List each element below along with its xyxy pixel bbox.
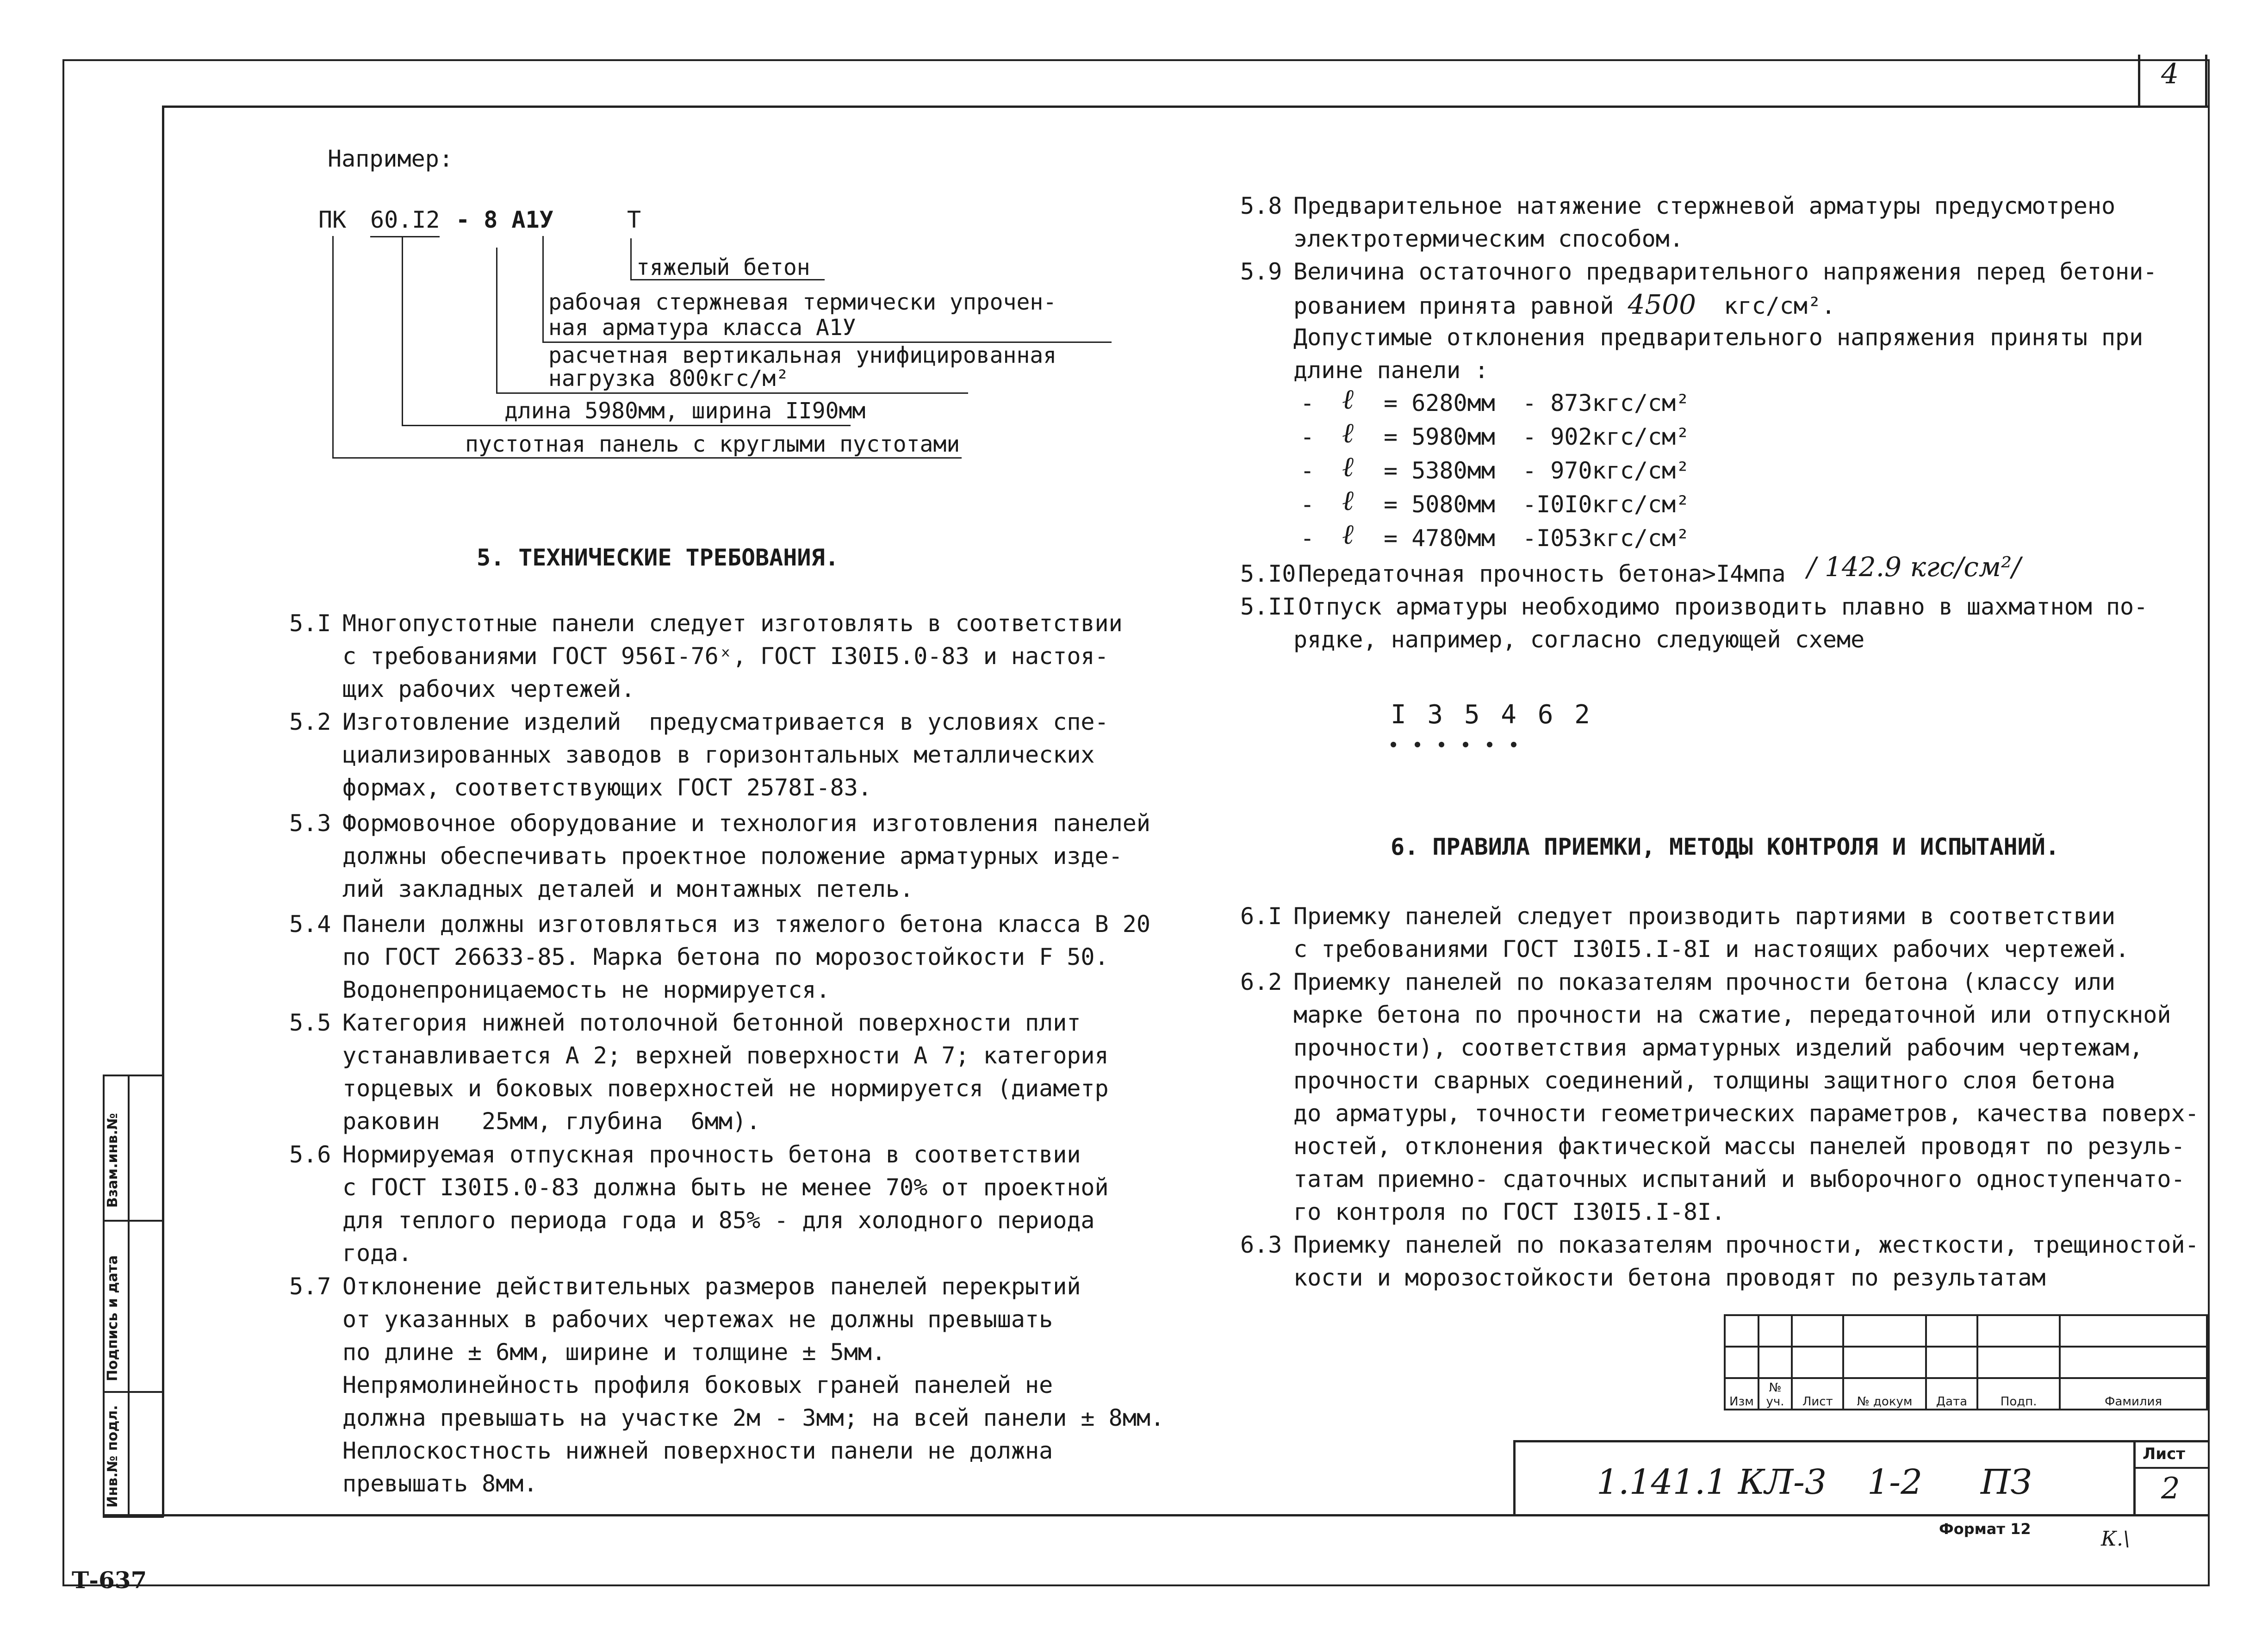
text-fragment: кгс/см². [1696,292,1836,319]
item-text-line: для теплого периода года и 85% - для холодного периода [342,1207,1095,1234]
item-number: 5.9 [1240,258,1282,285]
item-text-line: Приемку панелей следует производить партиями в соответствии [1293,903,2116,930]
item-number: 6.2 [1240,969,1282,995]
tb-sheet-number: 2 [2161,1472,2180,1506]
item-number: 5.5 [289,1009,331,1036]
item-text-line: Формовочное оборудование и технология изготовления панелей [342,810,1150,837]
deviation-length-symbol: ℓ [1342,518,1354,551]
tb-header-date: Дата [1926,1378,1977,1410]
item-text-line: до арматуры, точности геометрических параметров, качества поверх- [1293,1100,2199,1127]
item-text-line: Приемку панелей по показателям прочности бетона (классу или [1293,969,2116,995]
annotation-dimensions: длина 5980мм, ширина II90мм [504,398,866,424]
outer-frame-top [62,59,2210,61]
item-text-line: от указанных в рабочих чертежах не должны превышать [342,1306,1053,1333]
item-text-line: щих рабочих чертежей. [342,676,635,702]
item-text-line: устанавливается А 2; верхней поверхности А 7; категория [342,1042,1109,1069]
item-text-line: Предварительное натяжение стержневой арматуры предусмотрено [1293,193,2116,219]
side-stamp-replaced-inv: Взам.инв.№ [105,1113,121,1208]
item-number: 5.4 [289,911,331,938]
item-text-line: торцевых и боковых поверхностей не нормируется (диаметр [342,1075,1109,1102]
item-text-line: раковин 25мм, глубина 6мм). [342,1108,761,1135]
handwritten-value: 4500 [1628,289,1696,320]
format-label: Формат 12 [1939,1520,2031,1538]
item-text-line: Отпуск арматуры необходимо производить плавно в шахматном по- [1298,593,2148,620]
scheme-dot [1439,742,1444,747]
corner-mark: К.\ [2101,1527,2130,1551]
item-text-line: кости и морозостойкости бетона проводят по результатам [1293,1264,2046,1291]
item-text-line: формах, соответствующих ГОСТ 2578I-83. [342,774,872,801]
annotation-rebar-1: рабочая стержневая термически упрочен- [548,289,1057,315]
deviation-length: = 5380мм [1384,457,1495,484]
item-text-line: Непрямолинейность профиля боковых граней панелей не [342,1372,1053,1398]
item-text-line: Многопустотные панели следует изготовлять в соответствии [342,610,1123,637]
item-number: 5.8 [1240,193,1282,219]
tb-part: 1-2 [1867,1462,1923,1502]
item-text-line: Категория нижней потолочной бетонной поверхности плит [342,1009,1081,1036]
deviation-length: = 5080мм [1384,491,1495,518]
example-code-size: 60.I2 [370,206,440,233]
item-text-line: марке бетона по прочности на сжатие, передаточной или отпускной [1293,1001,2171,1028]
example-code-concrete: Т [627,206,641,233]
tb-header-doc: № докум [1843,1378,1926,1410]
deviation-dash: - [1300,390,1315,416]
annotation-hollow-panel: пустотная панель с круглыми пустотами [465,431,960,457]
deviation-length-symbol: ℓ [1342,485,1354,517]
item-number: 6.3 [1240,1231,1282,1258]
annotation-heavy-concrete: тяжелый бетон [636,255,810,280]
tb-header-surname: Фамилия [2060,1378,2207,1410]
outer-frame-left [62,59,64,1586]
item-text-line: Приемку панелей по показателям прочности, жесткости, трещиностой- [1293,1231,2199,1258]
outer-frame-bottom [62,1584,2210,1586]
item-text-line: года. [342,1240,412,1267]
item-text-line: с требованиями ГОСТ 956I-76ˣ, ГОСТ I30I5.0-83 и настоя- [342,643,1109,670]
example-title: Например: [328,145,453,172]
item-text-line: Допустимые отклонения предварительного напряжения приняты при [1293,324,2144,351]
item-text-line: Неплоскостность нижней поверхности панели не должна [342,1437,1053,1464]
item-number: 5.3 [289,810,331,837]
deviation-dash: - [1300,491,1315,518]
item-number: 5.I [289,610,331,637]
scheme-dot [1463,742,1468,747]
example-code-pk: ПК [318,206,347,233]
side-stamp-original-inv: Инв.№ подл. [105,1405,121,1508]
item-text-line: по ГОСТ 26633-85. Марка бетона по морозостойкости F 50. [342,944,1109,970]
item-text-line: с ГОСТ I30I5.0-83 должна быть не менее 70% от проектной [342,1174,1109,1201]
deviation-length-symbol: ℓ [1342,383,1354,416]
deviation-length-symbol: ℓ [1342,417,1354,449]
tb-document-code: 1.141.1 КЛ-3 [1597,1462,1827,1502]
item-text-line: превышать 8мм. [342,1470,538,1497]
side-stamp-signature-date: Подпись и дата [105,1255,121,1381]
section6-heading: 6. ПРАВИЛА ПРИЕМКИ, МЕТОДЫ КОНТРОЛЯ И ИСПЫТАНИЙ. [1391,833,2059,860]
page-number: 4 [2161,58,2179,90]
item-text-line: прочности сварных соединений, толщины защитного слоя бетона [1293,1067,2116,1094]
deviation-value: - 873кгс/см² [1522,390,1690,416]
item-text-line: Изготовление изделий предусматривается в условиях спе- [342,708,1109,735]
item-text-line: по длине ± 6мм, ширине и толщине ± 5мм. [342,1339,886,1366]
item-text-line: Отклонение действительных размеров панелей перекрытий [342,1273,1081,1300]
release-scheme-numbers: I 3 5 4 6 2 [1391,700,1593,730]
section5-heading: 5. ТЕХНИЧЕСКИЕ ТРЕБОВАНИЯ. [477,544,839,571]
deviation-dash: - [1300,525,1315,552]
title-block [1513,1314,2208,1514]
item-text-line: Величина остаточного предварительного напряжения перед бетони- [1293,258,2157,285]
tb-header-signature: Подп. [1977,1378,2060,1410]
item-text-line: Водонепроницаемость не нормируется. [342,976,830,1003]
scheme-dot [1511,742,1516,747]
item-number: 5.I0 [1240,560,1296,587]
scheme-dot [1487,742,1492,747]
item-text-line: татам приемно- сдаточных испытаний и выборочного одноступенчато- [1293,1166,2185,1193]
item-text-line: Нормируемая отпускная прочность бетона в соответствии [342,1141,1081,1168]
item-text-line: электротермическим способом. [1293,225,1684,252]
item-text-line: рядке, например, согласно следующей схеме [1293,626,1865,653]
deviation-value: - 970кгс/см² [1522,457,1690,484]
item-text-line: должны обеспечивать проектное положение арматурных изде- [342,843,1123,870]
deviation-value: -I0I0кгс/см² [1522,491,1690,518]
item-number: 5.6 [289,1141,331,1168]
deviation-dash: - [1300,423,1315,450]
deviation-length: = 6280мм [1384,390,1495,416]
deviation-dash: - [1300,457,1315,484]
annotation-rebar-2: ная арматура класса А1У [548,315,856,341]
tb-doc-type: ПЗ [1981,1462,2032,1502]
item-text-line [1293,288,1835,322]
item-number: 5.II [1240,593,1296,620]
item-number: 5.7 [289,1273,331,1300]
tb-header-change: Изм [1725,1378,1758,1410]
release-scheme-dots [1381,740,1526,749]
inner-frame-bottom [103,1514,2208,1516]
deviation-length: = 5980мм [1384,423,1495,450]
annotation-load-1: расчетная вертикальная унифицированная [548,342,1057,368]
item-text-line: Передаточная прочность бетона>I4мпа [1298,560,1786,587]
item-text-line: должна превышать на участке 2м - 3мм; на всей панели ± 8мм. [342,1404,1165,1431]
item-text-line: лий закладных деталей и монтажных петель. [342,876,914,902]
scheme-dot [1415,742,1420,747]
item-text-line: ностей, отклонения фактической массы панелей проводят по резуль- [1293,1133,2185,1160]
deviation-length: = 4780мм [1384,525,1495,552]
deviation-value: - 902кгс/см² [1522,423,1690,450]
tb-header-sheet: Лист [1792,1378,1843,1410]
example-code-load: - 8 А1У [456,206,553,233]
inner-frame-top [162,106,2208,108]
annotation-load-2: нагрузка 800кгс/м² [548,366,789,391]
sheet-code: Т-637 [72,1566,147,1594]
deviation-value: -I053кгс/см² [1522,525,1690,552]
handwritten-strength: / 142.9 кгс/см²/ [1807,551,2021,583]
tb-sheet-label: Лист [2143,1445,2185,1463]
outer-frame-right [2208,59,2210,1586]
item-text-line: Панели должны изготовляться из тяжелого бетона класса В 20 [342,911,1150,938]
item-text-line: с требованиями ГОСТ I30I5.I-8I и настоящих рабочих чертежей. [1293,936,2130,963]
text-fragment: рованием принята равной [1293,292,1628,319]
deviation-length-symbol: ℓ [1342,451,1354,483]
item-number: 5.2 [289,708,331,735]
item-text-line: го контроля по ГОСТ I30I5.I-8I. [1293,1199,1726,1225]
item-text-line: длине панели : [1293,357,1489,384]
tb-header-section: № уч. [1758,1378,1792,1410]
scheme-dot [1391,742,1396,747]
item-number: 6.I [1240,903,1282,930]
item-text-line: циализированных заводов в горизонтальных металлических [342,741,1095,768]
item-text-line: прочности), соответствия арматурных изделий рабочим чертежам, [1293,1034,2144,1061]
